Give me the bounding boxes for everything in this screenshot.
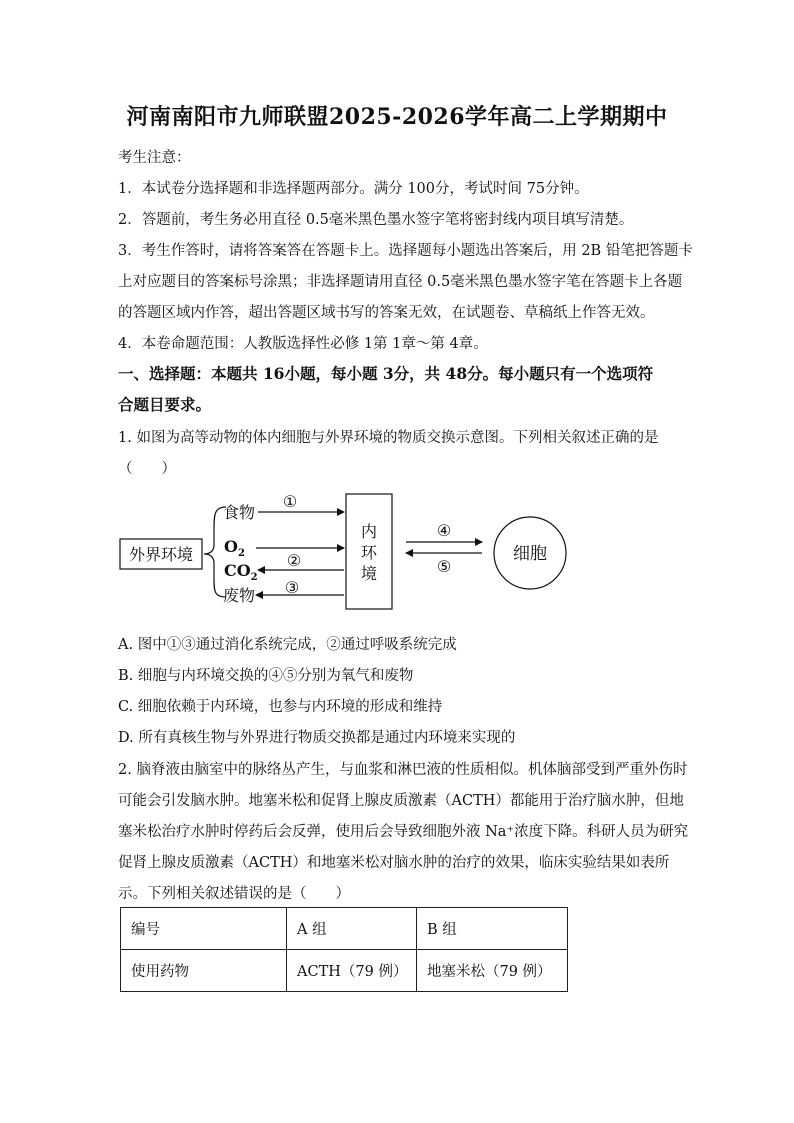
question-2-line: 2. 脑脊液由脑室中的脉络丛产生，与血浆和淋巴液的性质相似。机体脑部受到严重外伤时 [118, 762, 688, 778]
notice-item: 3．考生作答时，请将答案答在答题卡上。选择题每小题选出答案后，用 2B 铅笔把答题卡 [118, 243, 693, 259]
circle-number-1: ① [282, 492, 298, 511]
circle-number-4: ④ [436, 521, 452, 540]
option-d: D. 所有真核生物与外界进行物质交换都是通过内环境来实现的 [118, 730, 516, 746]
food-label: 食物 [223, 503, 256, 522]
page-title: 河南南阳市九师联盟2025-2026学年高二上学期期中 [126, 104, 668, 130]
inner-char: 境 [360, 564, 378, 583]
question-1-stem: 1. 如图为高等动物的体内细胞与外界环境的物质交换示意图。下列相关叙述正确的是 [118, 430, 659, 446]
inner-char: 环 [360, 543, 378, 562]
question-2-line: 塞米松治疗水肿时停药后会反弹，使用后会导致细胞外液 Na⁺浓度下降。科研人员为研究 [118, 824, 689, 840]
exchange-diagram [110, 485, 590, 615]
table-cell: 使用药物 [121, 950, 287, 992]
results-table [120, 907, 568, 992]
notice-item: 上对应题目的答案标号涂黑；非选择题请用直径 0.5毫米黑色墨水签字笔在答题卡上各题 [118, 274, 683, 290]
option-a: A. 图中①③通过消化系统完成，②通过呼吸系统完成 [118, 637, 457, 653]
table-cell: 编号 [121, 908, 287, 950]
question-2-line: 促肾上腺皮质激素（ACTH）和地塞米松对脑水肿的治疗的效果，临床实验结果如表所 [118, 855, 670, 871]
table-cell: 地塞米松（79 例） [417, 950, 568, 992]
co2-label: $CO_2$ [224, 561, 258, 583]
inner-char: 内 [360, 522, 378, 541]
circle-number-5: ⑤ [436, 557, 452, 576]
circle-number-2: ② [286, 551, 302, 570]
question-2-line: 示。下列相关叙述错误的是（ ） [118, 886, 350, 902]
notice-item: 2．答题前，考生务必用直径 0.5毫米黑色墨水签字笔将密封线内项目填写清楚。 [118, 212, 634, 228]
outer-environment-label: 外界环境 [128, 545, 194, 564]
notice-item: 的答题区域内作答，超出答题区域书写的答案无效，在试题卷、草稿纸上作答无效。 [118, 305, 655, 321]
notice-item: 1．本试卷分选择题和非选择题两部分。满分 100分，考试时间 75分钟。 [118, 181, 589, 197]
table-row [121, 908, 568, 950]
question-1-paren: （ ） [118, 461, 176, 477]
table-row [121, 950, 568, 992]
circle-number-3: ③ [284, 578, 300, 597]
o2-label: $O_2$ [224, 537, 245, 559]
notice-item: 4．本卷命题范围：人教版选择性必修 1第 1章～第 4章。 [118, 336, 488, 352]
cell-label: 细胞 [513, 544, 547, 564]
table-cell: ACTH（79 例） [287, 950, 417, 992]
notice-heading: 考生注意： [118, 150, 191, 166]
waste-label: 废物 [223, 586, 256, 605]
section-heading: 一、选择题：本题共 16小题，每小题 3分，共 48分。每小题只有一个选项符 [118, 364, 654, 383]
question-2-line: 可能会引发脑水肿。地塞米松和促肾上腺皮质激素（ACTH）都能用于治疗脑水肿，但地 [118, 793, 684, 809]
section-heading: 合题目要求。 [118, 395, 212, 414]
table-cell: B 组 [417, 908, 568, 950]
option-b: B. 细胞与内环境交换的④⑤分别为氧气和废物 [118, 668, 414, 684]
option-c: C. 细胞依赖于内环境，也参与内环境的形成和维持 [118, 699, 443, 715]
table-cell: A 组 [287, 908, 417, 950]
